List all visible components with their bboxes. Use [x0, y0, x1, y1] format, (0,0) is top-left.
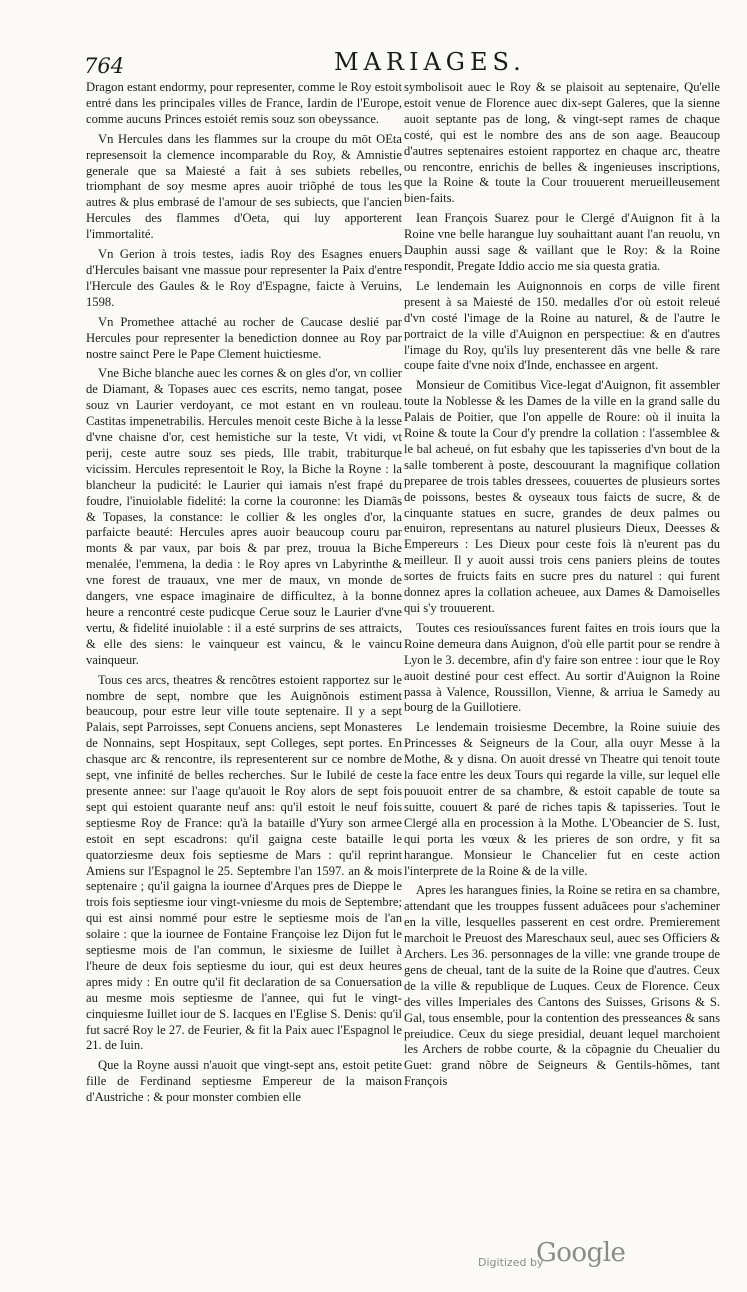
paragraph: Vn Promethee attaché au rocher de Caucase deslié par Hercules pour representer la benediction donnee au Roy par nostre sainct Pere le Pape Clement huictiesme. — [86, 314, 402, 361]
paragraph: Vn Hercules dans les flammes sur la croupe du mōt OEta represensoit la clemence incomparable du Roy, & Amnistie generale que sa Maiesté a fait à ses subiets rebelles, triomphant de soy mesme apres auoir triõphé de tous les autres & plus embrasé de l'amour de ses subiects, que l'ancien Hercules des flammes d'Oeta, qui luy apporterent l'immortalité. — [86, 131, 402, 242]
left-column — [86, 80, 402, 1106]
page-header — [84, 48, 704, 78]
paragraph: symbolisoit auec le Roy & se plaisoit au septenaire, Qu'elle estoit venue de Florence auec dix-sept Galeres, que la sienne auoit septante pas de long, & vingt-sept rames de chaque costé, qui est le nombre des ans de son aage. Beaucoup d'autres septenaires estoient rapportez en chaque arc, theatre ou rencontre, enrichis de belles & ingenieuses inscriptions, que la Roine & toute la Cour trouuerent merueilleusement bien-faits. — [404, 80, 720, 206]
page-number: 764 — [84, 54, 125, 78]
paragraph: Toutes ces resiouïssances furent faites en trois iours que la Roine demeura dans Auignon, d'où elle partit pour se rendre à Lyon le 3. decembre, afin d'y faire son entree : iour que le Roy auoit destiné pour cest effect. Au sortir d'Auignon la Roine passa à Valence, Roussillon, Vienne, & arriua le Samedy au bourg de la Guillotiere. — [404, 620, 720, 715]
paragraph: Vn Gerion à trois testes, iadis Roy des Esagnes enuers d'Hercules baisant vne massue pour representer la Paix d'entre l'Hercule des Gaules & le Roy d'Espagne, faicte à Veruins, 1598. — [86, 247, 402, 309]
paragraph: Vne Biche blanche auec les cornes & on gles d'or, vn collier de Diamant, & Topases auec ces escrits, nemo tangat, posee souz vn Laurier verdoyant, ce mot estant en vn rouleau. Castitas impenetrabilis. Hercules menoit ceste Biche à la lesse d'vne chaisne d'or, cest hemistiche sur la teste, Vt vidi, vt perij, ceste autre souz ses pieds, Ille trabit, trabiturque vicissim. Hercules representoit le Roy, la Biche la Royne : la blancheur la pudicité: le Laurier qui iamais n'est frapé du foudre, l'inuiolable fidelité: la corne la couronne: les Diamãs & Topases, la constance: le collier & les ongles d'or, la parfaicte beauté: Hercules apres auoir beaucoup couru par monts & par vaux, par bois & par prez, trouua la Biche menalée, l'emmena, la dedia : le Roy apres vn Labyrinthe & vne forest de trauaux, vne mer de maux, vn monde de dangers, vne espace imaginaire de difficultez, à la bonne heure a rencontré ceste pudicque Cerue souz le Laurier d'vne vertu, & fidelité inuiolable : il a esté surprins de ses attraicts, & elle des siens: le vainqueur est vaincu, & le vaincu vainqueur. — [86, 366, 402, 667]
digitization-watermark — [478, 1238, 678, 1278]
paragraph: Le lendemain troisiesme Decembre, la Roine suiuie des Princesses & Seigneurs de la Cour, alla ouyr Messe à la Mothe, & y disna. On auoit dressé vn Theatre qui tenoit toute la face entre les deux Tours qui regarde la ville, sur lequel elle pouuoit entrer de sa chambre, & estoit capable de toute sa suitte, couuert & paré de riches tapis & tapisseries. Tout le Clergé alla en procession à la Mothe. L'Obeancier de S. Iust, qui porta les vœux & les prieres de son ordre, y fit sa harangue. Monsieur le Chancelier fut en ceste action l'interprete de la Roine & de la ville. — [404, 720, 720, 878]
paragraph: Dragon estant endormy, pour representer, comme le Roy estoit entré dans les principales villes de France, Iardin de l'Europe, comme aucuns Princes estoiét remis souz son obeyssance. — [86, 80, 402, 126]
running-title: MARIAGES. — [334, 48, 526, 76]
paragraph: Iean François Suarez pour le Clergé d'Auignon fit à la Roine vne belle harangue luy souhaittant auant l'an reuolu, vn Dauphin aussi sage & vaillant que le Roy: & la Roine respondit, Pregate Iddio accio me sia questa gratia. — [404, 211, 720, 273]
paragraph: Le lendemain les Auignonnois en corps de ville firent present à sa Maiesté de 150. medalles d'or où estoit releué d'vn costé l'image de la Roine au naturel, & de l'autre le portraict de la ville d'Auignon en perspectiue: & en d'autres l'image du Roy, qu'ils luy presenterent dãs vne belle & rare coupe faite d'vne noix d'Inde, enchassee en argent. — [404, 278, 720, 373]
paragraph: Tous ces arcs, theatres & rencõtres estoient rapportez sur le nombre de sept, nombre que les Auignõnois estiment beaucoup, pour estre leur ville toute septenaire. Il y a sept Palais, sept Parroisses, sept Conuens anciens, sept Monasteres de Nonnains, sept Hospitaux, sept Colleges, sept portes. En chasque arc & rencontre, ils representerent sur ce nombre de sept, vne infinité de belles recherches. Sur le Iubilé de ceste presente annee: sur l'aage qu'auoit le Roy alors de sept fois sept qui estoient quarante neuf ans: qu'il estoit le neuf fois septiesme Roy de France: qu'à la bataille d'Yury son armee estoit en sept escadrons: qu'il gaigna ceste bataille le quatorziesme deux fois septiesme de Mars : qu'il reprint Amiens sur l'Espagnol le 25. Septembre l'an 1597. an & mois septenaire ; qu'il gaigna la iournee d'Arques pres de Dieppe le trois fois septiesme iour vingt-vniesme du mois de Septembre; qui est ainsi nommé pour estre le septiesme mois de l'an solaire : que la iournee de Fontaine Françoise lez Dijon fut le septiesme mois de l'an commun, le sixiesme de Iuillet à l'heure de deux fois septiesme du iour, qui est deux heures apres midy : En outre qu'il fit declaration de sa Conuersation au mesme mois septiesme de l'annee, qui fut le vingt-cinquiesme Iuillet iour de S. Iacques en l'Eglise S. Denis: qu'il fut sacré Roy le 27. de Feurier, & fit la Paix auec l'Espagnol le 21. de Iuin. — [86, 672, 402, 1053]
paragraph: Que la Royne aussi n'auoit que vingt-sept ans, estoit petite fille de Ferdinand septiesme Empereur de la maison d'Austriche : & pour monster combien elle — [86, 1058, 402, 1105]
right-column — [404, 80, 720, 1090]
google-logo: Google — [536, 1238, 626, 1268]
paragraph: Apres les harangues finies, la Roine se retira en sa chambre, attendant que les trouppes fussent aduãcees pour s'acheminer en la ville, lesquelles passerent en cest ordre. Premierement marchoit le Preuost des Mareschaux seul, auec ses Officiers & Archers. Les 36. personnages de la ville: vne grande troupe de gens de cheual, tant de la suite de la Roine que d'autres. Ceux de la ville & republique de Luques. Ceux de Florence. Ceux des villes Imperiales des Cantons des Suisses, Grisons & S. Gal, tous ensemble, pour la contention des presseances & sans preiudice. Ceux du siege presidial, deuant lequel marchoient les Archers de robbe courte, & la cõpagnie du Cheualier du Guet: grand nõbre de Seigneurs & Gentils-hõmes, tant François — [404, 883, 720, 1089]
paragraph: Monsieur de Comitibus Vice-legat d'Auignon, fit assembler toute la Noblesse & les Dames de la ville en la grand salle du Palais de Poitier, que l'on appelle de Roure: où il inuita la Roine & toute la Cour d'y prendre la collation : l'assemblee & le bal acheué, on fut esbahy que les tapisseries d'vn bout de la salle tomberent à poste, descouurant la magnifique collation preparee de trois tables dressees, couuertes de plusieurs sortes de poissons, bestes & oyseaux tous faicts de sucre, & de cinquante statues en sucre, grandes de deux palmes ou enuiron, representans au naturel plusieurs Dieux, Deesses & Empereurs : Les Dieux pour ceste fois là n'eurent pas du meilleur. Il y auoit aussi trois cens paniers pleins de toutes sortes de fruicts faits en sucre pres du naturel : qui furent donnez apres la collation acheuee, aux Dames & Damoiselles qui s'y trouuerent. — [404, 378, 720, 615]
watermark-prefix: Digitized by — [478, 1256, 544, 1269]
